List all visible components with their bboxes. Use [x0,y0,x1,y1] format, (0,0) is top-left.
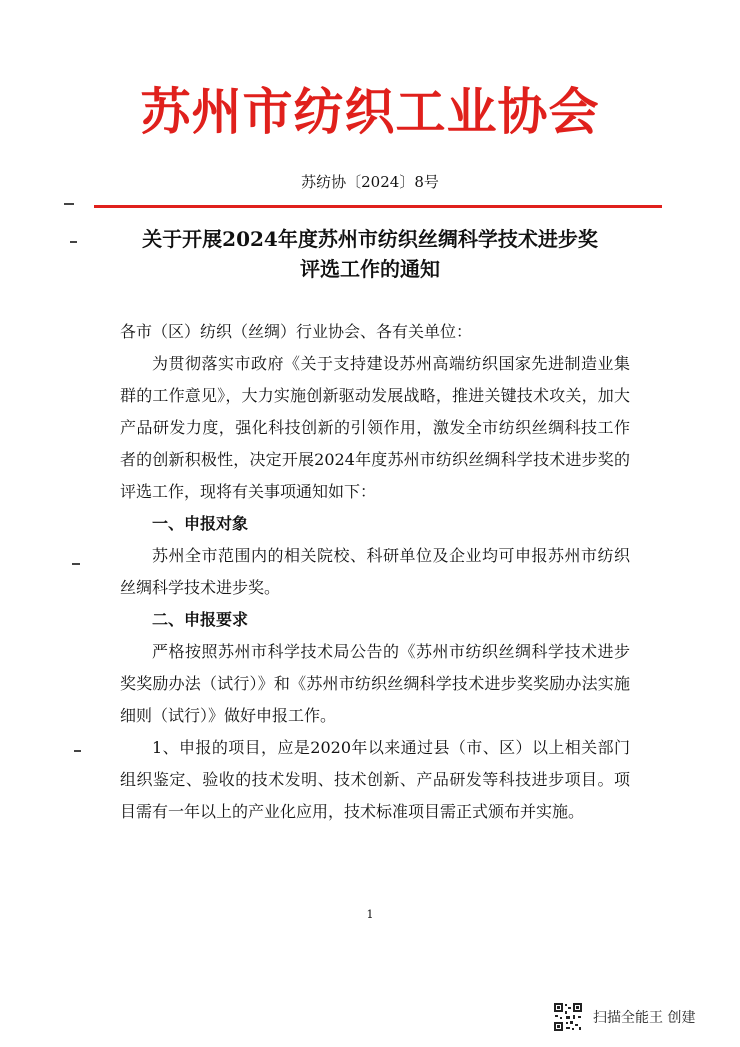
page-number: 1 [366,908,374,921]
intro-paragraph: 为贯彻落实市政府《关于支持建设苏州高端纺织国家先进制造业集群的工作意见》，大力实施创新驱动发展战略，推进关键技术攻关，加大产品研发力度，强化科技创新的引领作用，激发全市纺织丝绸科技工作者的创新积极性，决定开展2024年度苏州市纺织丝绸科学技术进步奖的评选工作，现将有关事项通知如下： [120,354,630,501]
watermark-text: 扫描全能王 创建 [593,1010,696,1026]
org-title: 苏州市纺织工业协会 [140,83,600,141]
scanner-watermark [553,997,695,1037]
notice-title-line1: 关于开展2024年度苏州市纺织丝绸科学技术进步奖 [142,227,598,251]
salutation: 各市（区）纺织（丝绸）行业协会、各有关单位： [120,322,473,341]
section2-paragraph: 严格按照苏州市科学技术局公告的《苏州市纺织丝绸科学技术进步奖奖励办法（试行）》和《苏州市纺织丝绸科学技术进步奖奖励办法实施细则（试行）》做好申报工作。 [120,642,630,725]
notice-title [0,224,740,284]
section1-paragraph: 苏州全市范围内的相关院校、科研单位及企业均可申报苏州市纺织丝绸科学技术进步奖。 [120,546,630,597]
scan-mark [64,203,74,205]
notice-body [120,316,630,828]
section2-heading: 二、申报要求 [152,610,249,629]
qr-code-icon [553,1002,583,1032]
item1-paragraph: 1、申报的项目，应是2020年以来通过县（市、区）以上相关部门组织鉴定、验收的技术发明、技术创新、产品研发等科技进步项目。项目需有一年以上的产业化应用，技术标准项目需正式颁布并实施。 [120,738,630,821]
notice-title-line2: 评选工作的通知 [300,257,440,281]
red-divider [94,205,662,208]
scan-mark [74,750,81,752]
scan-mark [72,563,80,565]
doc-number: 苏纺协〔2024〕8号 [301,173,439,191]
section1-heading: 一、申报对象 [152,514,249,533]
